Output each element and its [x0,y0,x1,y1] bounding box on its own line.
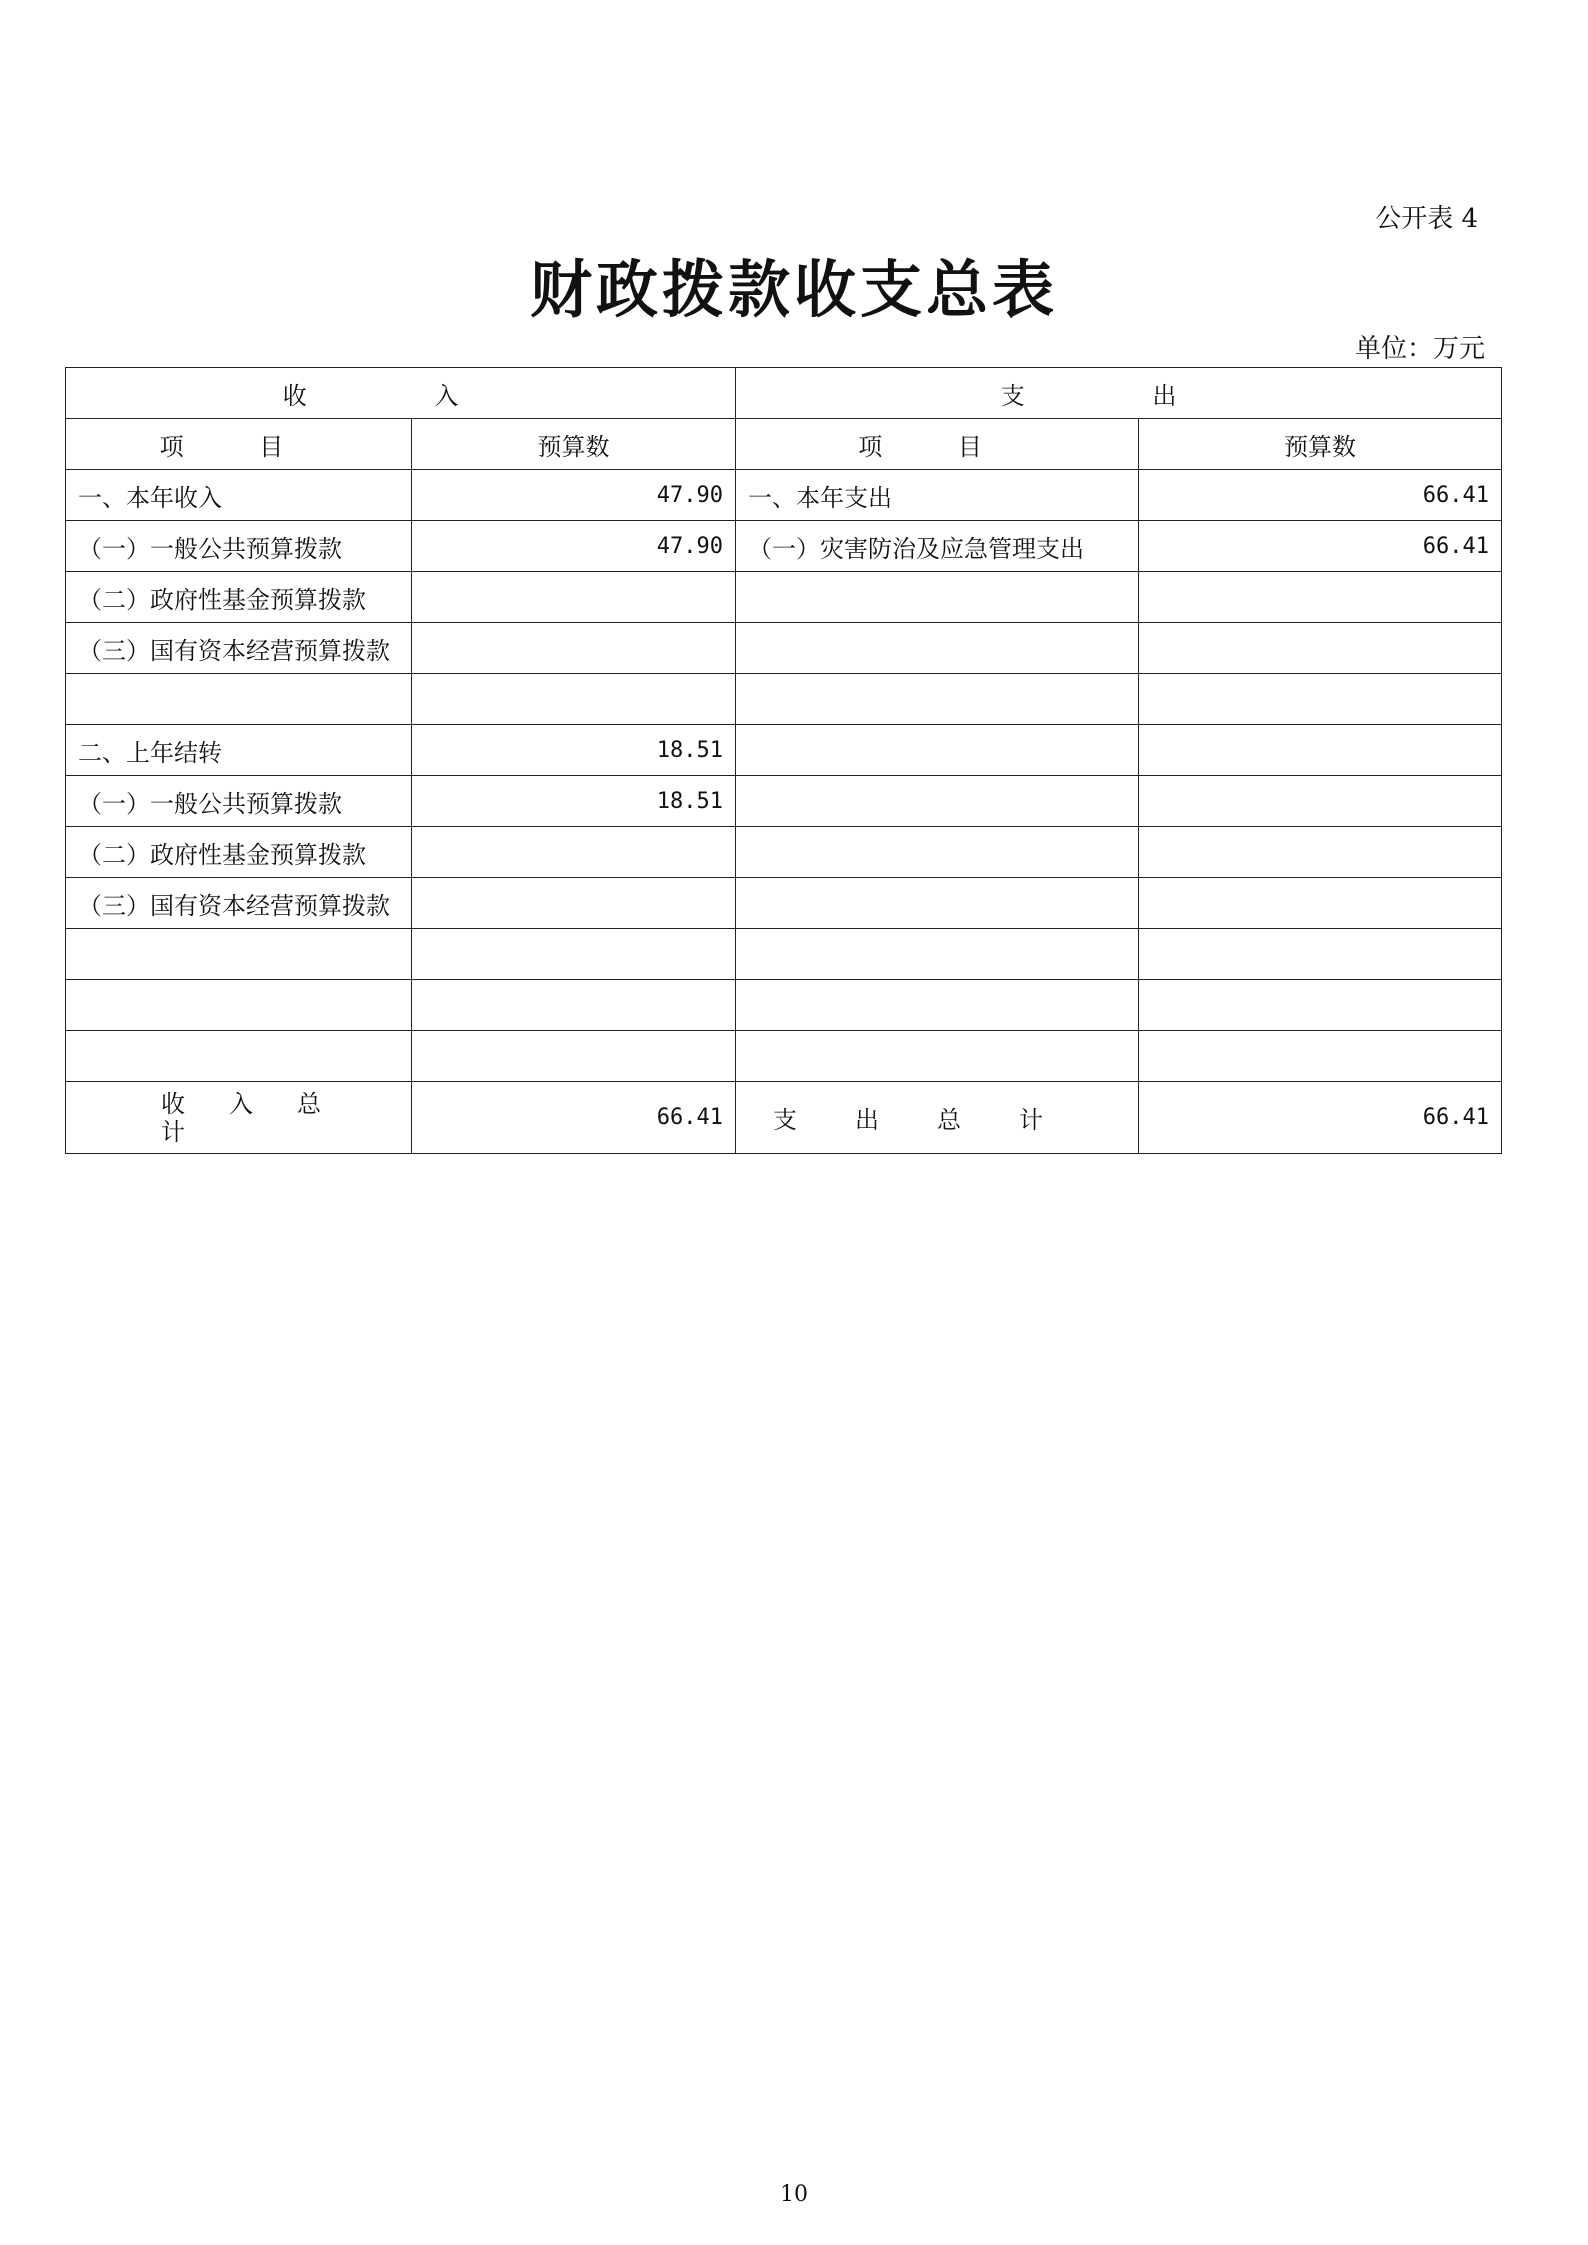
income-value-cell [412,929,736,980]
expense-value-cell [1139,725,1502,776]
expense-item-header: 项 目 [736,419,1139,470]
expense-value-cell [1139,674,1502,725]
table-row [66,878,1502,929]
table-row [66,725,1502,776]
expense-value-cell [1139,878,1502,929]
income-item-header: 项 目 [66,419,412,470]
table-row [66,470,1502,521]
expense-item-cell [736,929,1139,980]
income-item-cell: （三）国有资本经营预算拨款 [66,878,412,929]
income-total-label: 收入总计 [66,1082,412,1154]
income-item-cell: 二、上年结转 [66,725,412,776]
expense-item-cell [736,674,1139,725]
income-value-cell [412,572,736,623]
income-value-cell [412,827,736,878]
income-value-cell: 47.90 [412,521,736,572]
table-row [66,674,1502,725]
expense-value-cell [1139,572,1502,623]
table-row [66,623,1502,674]
expense-value-cell [1139,980,1502,1031]
expense-item-cell [736,572,1139,623]
income-item-cell: （二）政府性基金预算拨款 [66,827,412,878]
table-row [66,827,1502,878]
table-row [66,1031,1502,1082]
table-row [66,521,1502,572]
table-row [66,776,1502,827]
income-item-cell: （一）一般公共预算拨款 [66,521,412,572]
expense-item-cell [736,980,1139,1031]
expense-item-cell [736,878,1139,929]
expense-value-cell [1139,929,1502,980]
expense-item-cell [736,725,1139,776]
page-number: 10 [780,2182,808,2207]
column-header-row [66,419,1502,470]
expense-total-label: 支出总计 [736,1082,1139,1154]
expense-budget-header: 预算数 [1139,419,1502,470]
expense-group-header: 支 出 [736,368,1502,419]
income-group-header: 收 入 [66,368,736,419]
expense-value-cell: 66.41 [1139,470,1502,521]
income-value-cell [412,878,736,929]
expense-value-cell [1139,1031,1502,1082]
expense-item-cell [736,623,1139,674]
expense-value-cell [1139,776,1502,827]
expense-item-cell [736,776,1139,827]
expense-item-cell: （一）灾害防治及应急管理支出 [736,521,1139,572]
income-item-cell [66,1031,412,1082]
income-value-cell [412,1031,736,1082]
income-value-cell [412,623,736,674]
group-header-row [66,368,1502,419]
table-tag: 公开表 4 [1375,204,1478,234]
income-total-value: 66.41 [412,1082,736,1154]
income-item-cell: （一）一般公共预算拨款 [66,776,412,827]
table-row [66,572,1502,623]
budget-summary-table [65,367,1502,1154]
income-value-cell [412,674,736,725]
income-item-cell: （二）政府性基金预算拨款 [66,572,412,623]
expense-value-cell: 66.41 [1139,521,1502,572]
income-item-cell [66,980,412,1031]
expense-total-value: 66.41 [1139,1082,1502,1154]
table-row [66,929,1502,980]
income-item-cell [66,674,412,725]
expense-value-cell [1139,827,1502,878]
page-title: 财政拨款收支总表 [529,253,1058,326]
income-value-cell: 18.51 [412,776,736,827]
income-value-cell: 18.51 [412,725,736,776]
expense-item-cell [736,1031,1139,1082]
income-value-cell: 47.90 [412,470,736,521]
expense-item-cell [736,827,1139,878]
table-row [66,980,1502,1031]
total-row [66,1082,1502,1154]
expense-item-cell: 一、本年支出 [736,470,1139,521]
expense-value-cell [1139,623,1502,674]
income-value-cell [412,980,736,1031]
income-item-cell: 一、本年收入 [66,470,412,521]
income-item-cell: （三）国有资本经营预算拨款 [66,623,412,674]
income-budget-header: 预算数 [412,419,736,470]
income-item-cell [66,929,412,980]
unit-label: 单位：万元 [1354,334,1485,364]
